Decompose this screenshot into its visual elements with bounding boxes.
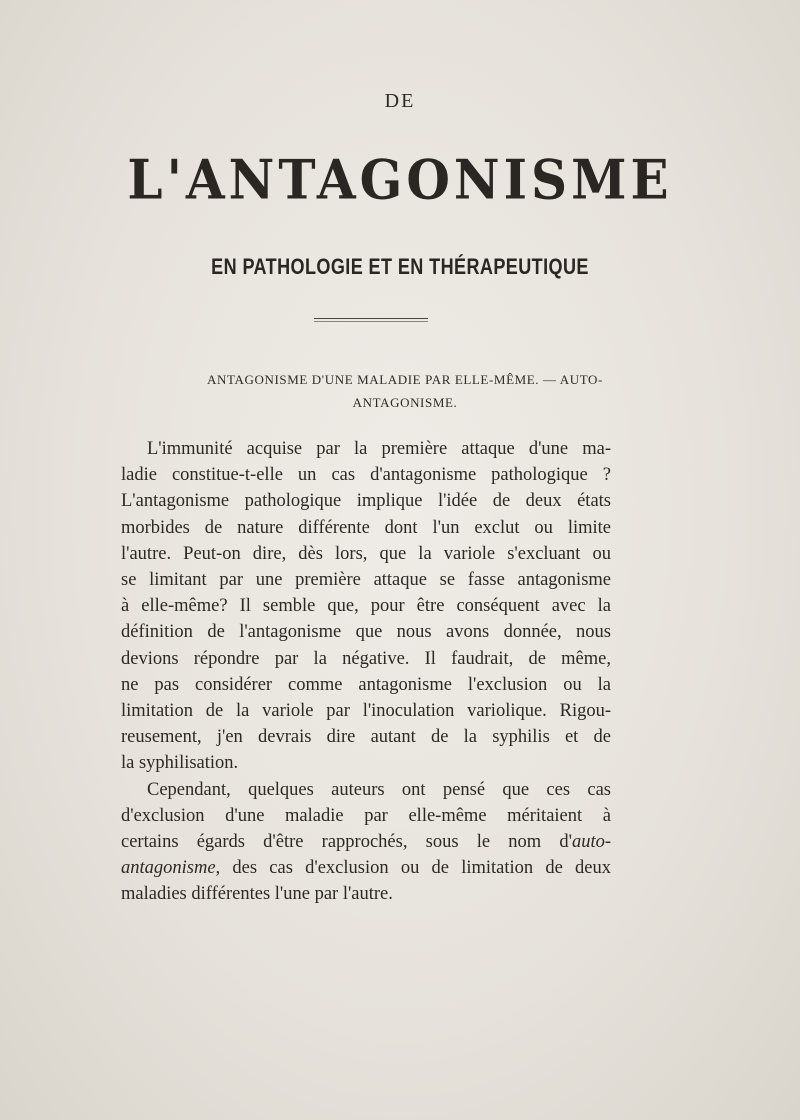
section-heading (150, 368, 660, 414)
text-line: maladies différentes l'une par l'autre. (121, 884, 393, 905)
text-line: à elle-même? Il semble que, pour être conséquent avec la (121, 596, 611, 617)
text-line: l'autre. Peut-on dire, dès lors, que la variole s'excluant ou (121, 543, 611, 564)
text-line: L'immunité acquise par la première attaque d'une ma- (147, 439, 611, 459)
text-line: ladie constitue-t-elle un cas d'antagonisme pathologique ? (121, 465, 611, 486)
text-line: Cependant, quelques auteurs ont pensé que ces cas (147, 779, 611, 800)
text-line: morbides de nature différente dont l'un exclut ou limite (121, 517, 611, 538)
text-line (121, 855, 611, 881)
text-line: d'exclusion d'une maladie par elle-même méritaient à (121, 805, 611, 826)
text-line (121, 829, 611, 855)
body-text (121, 436, 611, 908)
title-rule (314, 318, 428, 322)
text-run: des cas d'exclusion ou de limitation de deux (220, 858, 611, 879)
italic-term: antagonisme, (121, 858, 221, 879)
text-line: reusement, j'en devrais dire autant de la syphilis et de (121, 727, 611, 748)
text-line: L'antagonisme pathologique implique l'idée de deux états (121, 491, 611, 512)
text-line: se limitant par une première attaque se fasse antagonisme (121, 570, 611, 591)
text-line: devions répondre par la négative. Il faudrait, de même, (121, 648, 611, 669)
italic-term: auto- (571, 832, 611, 853)
text-line: définition de l'antagonisme que nous avons donnée, nous (121, 622, 611, 643)
paragraph-2 (121, 777, 611, 908)
paragraph-1 (121, 436, 611, 777)
page-title: L'ANTAGONISME (127, 147, 673, 212)
text-run: certains égards d'être rapprochés, sous le nom d' (121, 832, 572, 853)
section-heading-line: ANTAGONISME. (352, 395, 458, 410)
section-heading-line: ANTAGONISME D'UNE MALADIE PAR ELLE-MÊME. — AUTO- (207, 372, 603, 387)
pre-title: DE (384, 90, 416, 112)
text-line: limitation de la variole par l'inoculation variolique. Rigou- (121, 701, 611, 722)
page-subtitle: EN PATHOLOGIE ET EN THÉRAPEUTIQUE (211, 254, 589, 279)
text-line: la syphilisation. (121, 753, 239, 774)
text-line: ne pas considérer comme antagonisme l'exclusion ou la (121, 674, 611, 695)
